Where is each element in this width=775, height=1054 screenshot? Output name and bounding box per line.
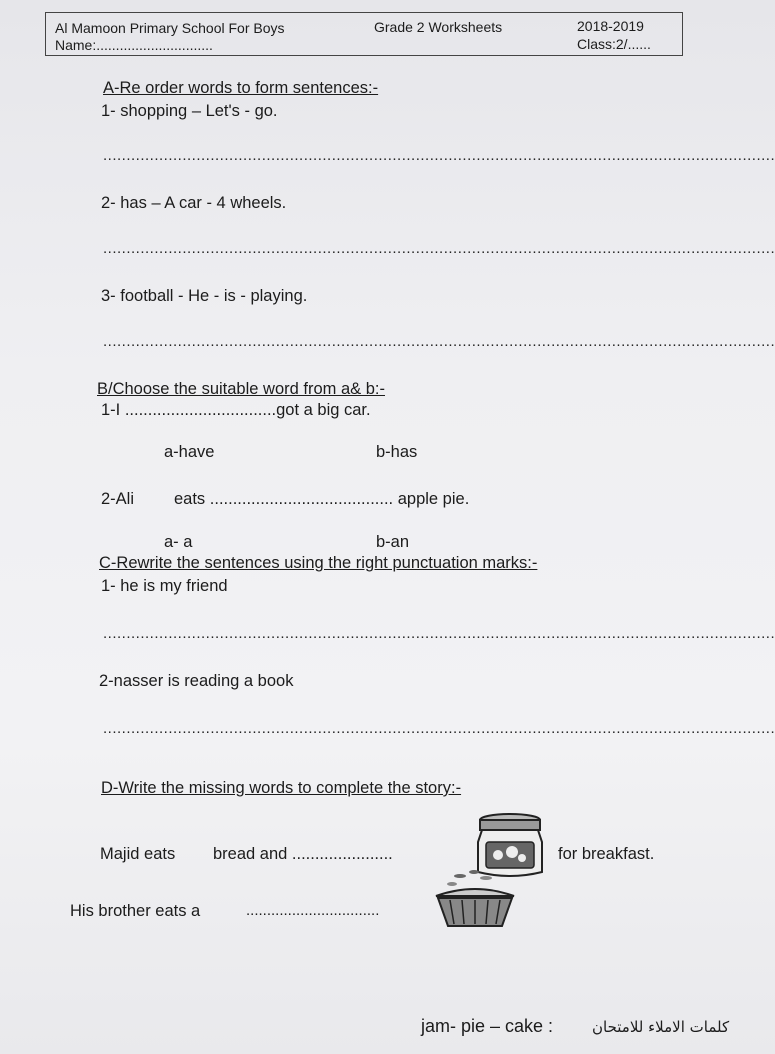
school-year: 2018-2019 — [577, 18, 644, 34]
story-line-1-end: for breakfast. — [558, 845, 655, 863]
answer-line: ................................................................................................................................................ — [103, 333, 775, 350]
section-c-title: C-Rewrite the sentences using the right punctuation marks:- — [99, 554, 538, 572]
section-d-title: D-Write the missing words to complete the story:- — [101, 779, 462, 797]
class-field: Class:2/...... — [577, 36, 651, 52]
section-a-title: A-Re order words to form sentences:- — [103, 79, 379, 97]
section-b-q1-option-b: b-has — [376, 443, 418, 461]
answer-line: ................................................................................................................................................ — [103, 240, 775, 257]
story-line-2-blank: ................................ — [246, 902, 380, 919]
section-a-item-2: 2- has – A car - 4 wheels. — [101, 194, 287, 212]
answer-line: ................................................................................................................................................ — [103, 720, 775, 737]
story-line-1-blank: bread and ...................... — [213, 845, 393, 863]
story-line-1-start: Majid eats — [100, 845, 176, 863]
word-bank: jam- pie – cake : — [421, 1016, 554, 1036]
section-b-q2-subject: 2-Ali — [101, 490, 135, 508]
section-b-q1-option-a: a-have — [164, 443, 215, 461]
story-line-2: His brother eats a — [70, 902, 201, 920]
pie-icon — [430, 868, 520, 930]
section-b-q1: 1-I .................................got a big car. — [101, 401, 371, 419]
section-b-q2: eats ........................................ apple pie. — [174, 490, 470, 508]
section-a-item-1: 1- shopping – Let's - go. — [101, 102, 278, 120]
answer-line: ................................................................................................................................................ — [103, 625, 775, 642]
answer-line: ................................................................................................................................................ — [103, 147, 775, 164]
name-field: Name:.............................. — [55, 37, 213, 53]
school-name: Al Mamoon Primary School For Boys — [55, 20, 285, 36]
section-c-item-1: 1- he is my friend — [101, 577, 228, 595]
section-b-q2-option-a: a- a — [164, 533, 193, 551]
section-b-title: B/Choose the suitable word from a& b:- — [97, 380, 385, 398]
section-b-q2-option-b: b-an — [376, 533, 410, 551]
section-c-item-2: 2-nasser is reading a book — [99, 672, 294, 690]
section-a-item-3: 3- football - He - is - playing. — [101, 287, 308, 305]
worksheet-title: Grade 2 Worksheets — [374, 19, 503, 35]
word-bank-arabic-label: كلمات الاملاء للامتحان — [592, 1018, 730, 1036]
